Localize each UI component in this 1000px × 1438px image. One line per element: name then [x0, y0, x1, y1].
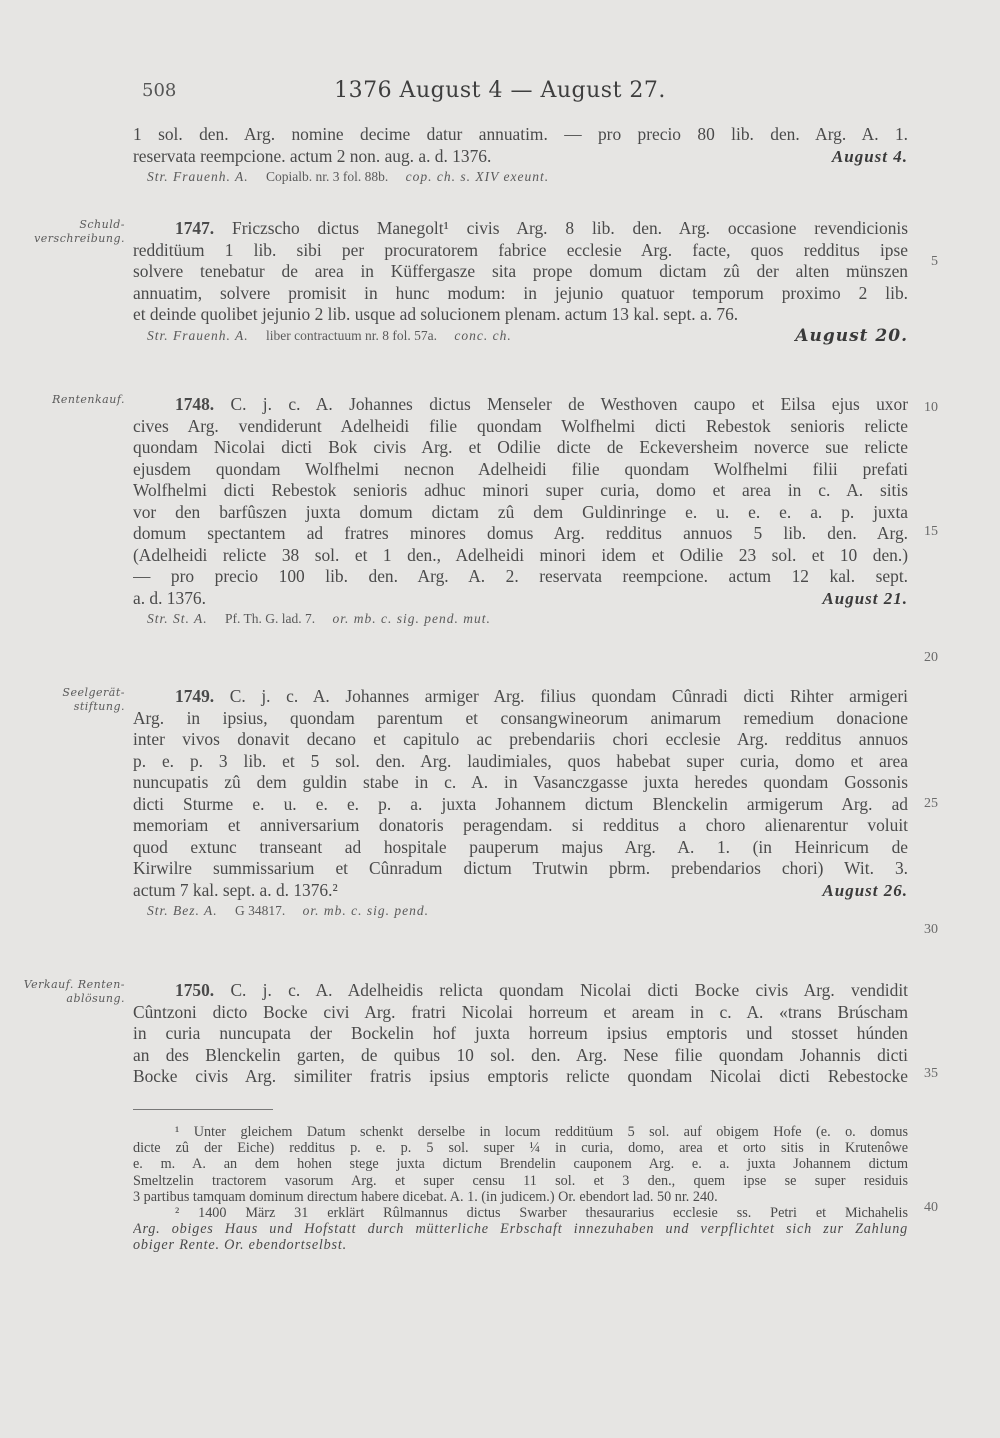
text-line: memoriam et anniversarium donatoris peragendam. si redditus a choro alienarentur voluit	[133, 815, 908, 835]
footnote-line: ¹ Unter gleichem Datum schenkt derselbe in locum redditüum 5 sol. auf obigem Hofe (e. o. domus	[175, 1124, 908, 1140]
entry-continuation	[133, 124, 908, 187]
line-number: 35	[924, 1066, 938, 1081]
text-line: Wolfhelmi dicti Rebestok senioris adhuc minori super curia, domo et area in c. A. sitis	[133, 480, 908, 500]
text-line: vor den barfûszen juxta domum dictam zû dem Guldinringe e. u. e. e. a. p. juxta	[133, 501, 908, 522]
entry-number: 1748.	[175, 394, 215, 414]
text-line-content: C. j. c. A. Johannes dictus Menseler de Westhoven caupo et Eilsa ejus uxor	[230, 394, 908, 414]
page-header	[0, 78, 1000, 110]
line-number: 15	[924, 524, 938, 539]
entry-date: August 4.	[831, 146, 908, 166]
text-line: Kirwilre summissarium et Cûnradum dictum Trutwin pbrm. prebendarios chori) Wit. 3.	[133, 858, 908, 878]
text-line: 1 sol. den. Arg. nomine decime datur annuatim. — pro precio 80 lib. den. Arg. A. 1.	[133, 124, 908, 144]
text-line: in curia nuncupata der Bockelin hof juxta horreum ipsius emptoris und stosset húnden	[133, 1023, 908, 1043]
margin-note: Rentenkauf.	[52, 393, 125, 406]
text-line: ejusdem quondam Wolfhelmi necnon Adelheidi filie quondam Wolfhelmi filii prefati	[133, 458, 908, 479]
text-line: quod extunc transeant ad hospitale pauperum majus Arg. A. 1. (in Heinricum de	[133, 836, 908, 857]
entry-number: 1747.	[175, 218, 215, 238]
footnotes	[133, 1124, 908, 1254]
page-title: 1376 August 4 — August 27.	[334, 78, 666, 103]
source-citation	[133, 167, 908, 187]
source-archive: Str. Frauenh. A.	[147, 169, 249, 184]
source-form: or. mb. c. sig. pend. mut.	[332, 611, 491, 626]
text-line: (Adelheidi relicte 38 sol. et 1 den., Adelheidi minori idem et Odilie 23 sol. et 10 den.)	[133, 544, 908, 565]
text-line-content: C. j. c. A. Johannes armiger Arg. filius quondam Cûnradi dicti Rihter armigeri	[229, 686, 908, 706]
source-citation	[133, 609, 908, 629]
entry-date: August 21.	[822, 588, 908, 608]
margin-note: Verkauf. Renten-ablösung.	[23, 978, 125, 1005]
text-line	[133, 394, 908, 416]
text-line	[133, 980, 908, 1002]
footnote-line: ² 1400 März 31 erklärt Rûlmannus dictus Swarber thesaurarius ecclesie ss. Petri et Michahelis	[175, 1204, 908, 1221]
footnote-line: Arg. obiges Haus und Hofstatt durch mütterliche Erbschaft innezuhaben und verpflichtet sich zur Zahlung	[133, 1221, 908, 1238]
text-line: solvere tenebatur de area in Küffergasze sita prope domum dictam zû der alten münszen	[133, 261, 908, 281]
entry-1748	[133, 394, 908, 629]
source-citation	[133, 901, 908, 921]
source-form: or. mb. c. sig. pend.	[302, 903, 430, 918]
source-archive: Str. St. A.	[147, 611, 208, 626]
entry-date: August 26.	[822, 880, 908, 900]
line-number: 40	[924, 1200, 938, 1215]
text-line: Bocke civis Arg. similiter fratris ipsius emptoris relicte quondam Nicolai dicti Rebestocke	[133, 1066, 908, 1086]
footnote-line: e. m. A. an dem hohen stege juxta dictum Brendelin cauponem Arg. e. a. juxta Johannem dictum	[133, 1156, 908, 1173]
text-line: Cûntzoni dicto Bocke civi Arg. fratri Nicolai horreum et aream in c. A. «trans Brúscham	[133, 1001, 908, 1022]
text-line: annuatim, solvere promisit in hunc modum: in jejunio quatuor temporum proximo 2 lib.	[133, 282, 908, 303]
text-line: Arg. in ipsius, quondam parentum et consangwineorum animarum remedium donacione	[133, 707, 908, 728]
entry-date: August 20.	[795, 325, 908, 346]
footnote-line: 3 partibus tamquam dominum directum habere dicebat. A. 1. (in judicem.) Or. ebendort lad. 50 nr. 240.	[133, 1188, 718, 1205]
footnote-line: obiger Rente. Or. ebendortselbst.	[133, 1237, 347, 1254]
line-number: 10	[924, 400, 938, 415]
entry-1747	[133, 218, 908, 346]
text-line: an des Blenckelin garten, de quibus 10 sol. den. Arg. Nese filie quondam Johannis dicti	[133, 1044, 908, 1065]
text-line	[133, 880, 908, 902]
margin-note: Seelgerät-stiftung.	[62, 686, 125, 713]
text-line: domum spectantem ad fratres minores domus Arg. redditus annuos 5 lib. den. Arg.	[133, 523, 908, 543]
page-number: 508	[142, 80, 177, 101]
footnote-divider	[133, 1109, 273, 1110]
source-row	[133, 326, 908, 346]
source-citation	[133, 326, 512, 346]
entry-number: 1749.	[175, 686, 215, 706]
text-line	[133, 146, 908, 168]
line-number: 20	[924, 650, 938, 665]
text-line: redditüum 1 lib. sibi per procuratorem fabrice ecclesie Arg. facte, quos redditus ipse	[133, 239, 908, 260]
text-line: p. e. p. 3 lib. et 5 sol. den. Arg. laudimiales, quos habebat super curia, domo et area	[133, 750, 908, 771]
source-ref: Pf. Th. G. lad. 7.	[225, 611, 316, 626]
source-archive: Str. Frauenh. A.	[147, 327, 249, 343]
footnote-line: Smeltzelin tractorem vasorum Arg. et super censu 11 sol. et 3 den., quem ipse se super residuis	[133, 1172, 908, 1189]
text-line	[133, 686, 908, 708]
text-line: dicti Sturme e. u. e. e. p. a. juxta Johannem dictum Blenckelin armigerum Arg. ad	[133, 793, 908, 814]
footnote-line: dicte zû der Eiche) redditus p. e. p. 5 sol. super ¼ in curia, domo, area et orto sitis in Krutenôwe	[133, 1140, 908, 1157]
entry-1749	[133, 686, 908, 921]
text-line: et deinde quolibet jejunio 2 lib. usque ad solucionem plenam. actum 13 kal. sept. a. 76.	[133, 304, 739, 324]
text-line-content: a. d. 1376.	[133, 587, 206, 608]
source-form: conc. ch.	[454, 327, 512, 343]
margin-note: Schuld-verschreibung.	[34, 218, 125, 245]
text-line	[133, 588, 908, 610]
text-line-content: reservata reempcione. actum 2 non. aug. a. d. 1376.	[133, 145, 492, 166]
line-number: 5	[931, 254, 938, 269]
text-line-content: Friczscho dictus Manegolt¹ civis Arg. 8 lib. den. Arg. occasione revendicionis	[232, 218, 908, 238]
text-line: inter vivos donavit decano et capitulo ac prebendariis chori ecclesie Arg. redditus annuos	[133, 729, 908, 749]
source-ref: liber contractuum nr. 8 fol. 57a.	[266, 327, 437, 343]
text-line: quondam Nicolai dicti Bok civis Arg. et Odilie dicte de Eckeversheim noverce sue relicte	[133, 437, 908, 457]
line-number: 30	[924, 922, 938, 937]
source-ref: G 34817.	[235, 903, 286, 918]
text-line-content: C. j. c. A. Adelheidis relicta quondam Nicolai dicti Bocke civis Arg. vendidit	[230, 980, 908, 1000]
text-line: — pro precio 100 lib. den. Arg. A. 2. reservata reempcione. actum 12 kal. sept.	[133, 566, 908, 586]
source-ref: Copialb. nr. 3 fol. 88b.	[266, 169, 389, 184]
text-line: cives Arg. vendiderunt Adelheidi filie quondam Wolfhelmi dicti Rebestok senioris relicte	[133, 415, 908, 436]
entry-number: 1750.	[175, 980, 215, 1000]
entry-1750	[133, 980, 908, 1088]
text-line-content: actum 7 kal. sept. a. d. 1376.²	[133, 879, 338, 900]
source-archive: Str. Bez. A.	[147, 903, 218, 918]
text-line	[133, 218, 908, 240]
source-form: cop. ch. s. XIV exeunt.	[405, 169, 550, 184]
line-number: 25	[924, 796, 938, 811]
text-line: nuncupatis zû dem guldin stabe in c. A. in Vasanczgasse juxta heredes quondam Gossonis	[133, 772, 908, 792]
